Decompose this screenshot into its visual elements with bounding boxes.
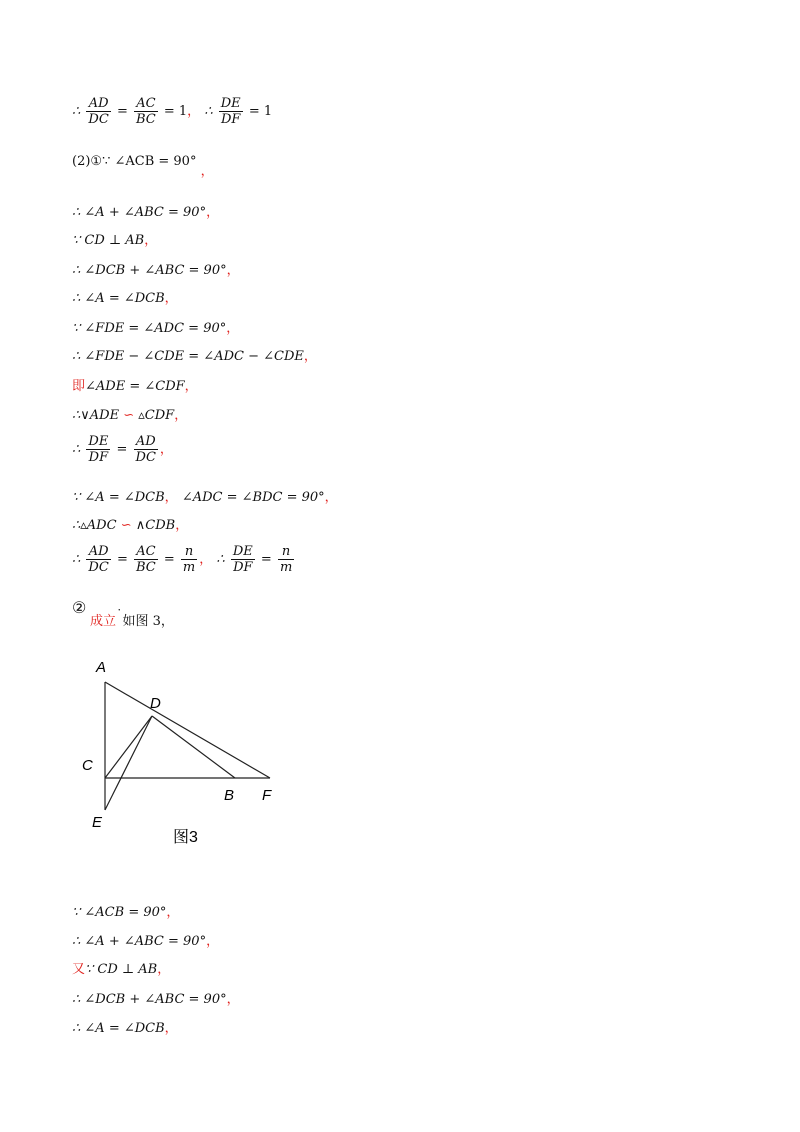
segment-cd xyxy=(105,716,152,778)
proof-line-18: 又∵ CD ⊥ AB， xyxy=(72,962,171,977)
fraction-ad-dc-3: $\frac{AD}{DC}$ xyxy=(88,544,109,575)
proof-line-16: ∵ ∠ACB = 90°， xyxy=(72,905,180,920)
segment-de xyxy=(105,716,152,810)
fraction-de-df-3: $\frac{DE}{DF}$ xyxy=(232,544,253,575)
proof-line-12: ∵ ∠A = ∠DCB， ∠ADC = ∠BDC = 90°， xyxy=(72,490,338,505)
label-b: B xyxy=(224,787,235,804)
segment-db xyxy=(152,716,235,778)
fraction-n-m-2: $\frac{n}{m}$ xyxy=(279,544,293,575)
label-e: E xyxy=(92,814,103,831)
fraction-ac-bc-2: $\frac{AC}{BC}$ xyxy=(135,544,156,575)
proof-line-11: ∴ $\frac{DE}{DF}$ = $\frac{AD}{DC}$ ， xyxy=(72,434,173,465)
label-c: C xyxy=(82,757,93,774)
proof-line-6: ∴ ∠A = ∠DCB， xyxy=(72,291,178,306)
label-a: A xyxy=(96,659,107,676)
proof-line-4: ∵ CD ⊥ AB， xyxy=(72,233,158,248)
fraction-de-df: $\frac{DE}{DF}$ xyxy=(220,96,241,127)
fraction-ac-bc: $\frac{AC}{BC}$ xyxy=(135,96,156,127)
proof-line-13: ∴▵ADC ∽ ∧CDB， xyxy=(72,518,189,533)
proof-line-8: ∴ ∠FDE − ∠CDE = ∠ADC − ∠CDE， xyxy=(72,349,317,364)
proof-line-9: 即∠ADE = ∠CDF， xyxy=(72,379,198,394)
proof-line-1: ∴ $\frac{AD}{DC}$ = $\frac{AC}{BC}$ = 1， ∴ $\frac{DE}{DF}$ = 1 xyxy=(72,96,273,127)
proof-line-15-text: 成立˙如图 3， xyxy=(90,608,174,629)
proof-line-17: ∴ ∠A + ∠ABC = 90°， xyxy=(72,934,220,949)
label-f: F xyxy=(262,787,272,804)
therefore-symbol: ∴ xyxy=(72,104,81,119)
proof-line-7: ∵ ∠FDE = ∠ADC = 90°， xyxy=(72,321,240,336)
segment-af xyxy=(105,682,270,778)
proof-line-10: ∴∨ADE ∽ ▵CDF， xyxy=(72,408,188,423)
proof-line-20: ∴ ∠A = ∠DCB， xyxy=(72,1021,178,1036)
proof-line-19: ∴ ∠DCB + ∠ABC = 90°， xyxy=(72,992,240,1007)
figure-caption: 图3 xyxy=(173,829,198,846)
fraction-de-df-2: $\frac{DE}{DF}$ xyxy=(88,434,109,465)
proof-line-5: ∴ ∠DCB + ∠ABC = 90°， xyxy=(72,263,240,278)
fraction-ad-dc: $\frac{AD}{DC}$ xyxy=(88,96,109,127)
fraction-ad-dc-2: $\frac{AD}{DC}$ xyxy=(135,434,156,465)
proof-line-2: (2)①∵ ∠ACB = 90° ， xyxy=(72,154,214,179)
label-d: D xyxy=(150,695,161,712)
fraction-n-m: $\frac{n}{m}$ xyxy=(182,544,196,575)
proof-line-14: ∴ $\frac{AD}{DC}$ = $\frac{AC}{BC}$ = $\frac{n}{m}$ ， ∴ $\frac{DE}{DF}$ = $\frac{n}{m}$ xyxy=(72,544,293,575)
geometry-figure-3 xyxy=(72,650,302,850)
proof-line-15: ② xyxy=(72,598,87,617)
proof-line-3: ∴ ∠A + ∠ABC = 90°， xyxy=(72,205,220,220)
